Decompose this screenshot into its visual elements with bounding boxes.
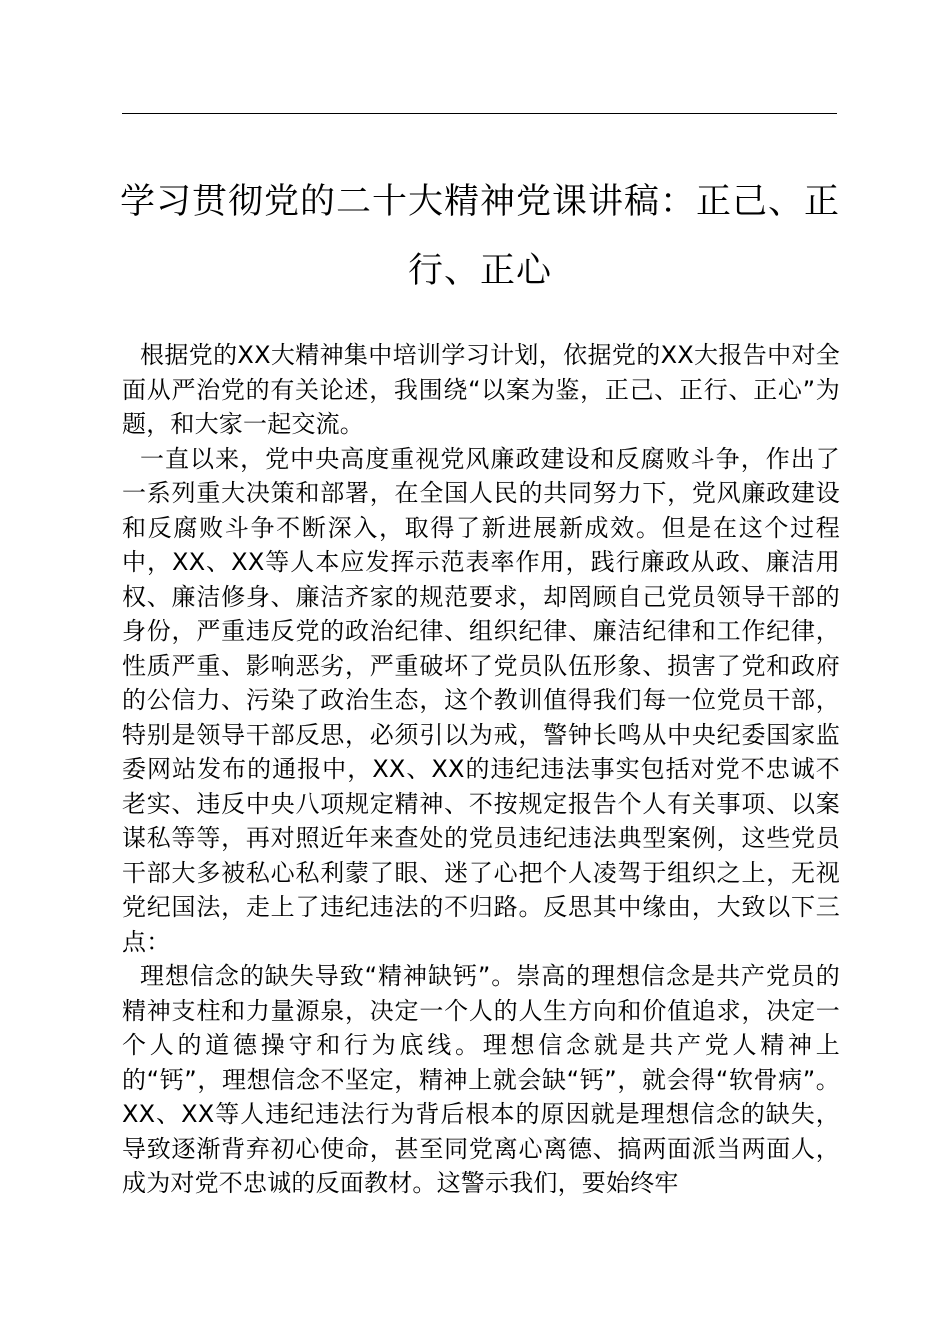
paragraph-ideals: 理想信念的缺失导致“精神缺钙”。崇高的理想信念是共产党员的精神支柱和力量源泉，决定一个人的人生方向和价值追求，决定一个人的道德操守和行为底线。理想信念就是共产党人精神上的“钙”，理想信念不坚定，精神上就会缺“钙”，就会得“软骨病”。XX、XX等人违纪违法行为背后根本的原因就是理想信念的缺失，导致逐渐背弃初心使命，甚至同党离心离德、搞两面派当两面人，成为对党不忠诚的反面教材。这警示我们，要始终牢: [122, 962, 840, 1197]
document-title: 学习贯彻党的二十大精神党课讲稿：正己、正行、正心: [119, 182, 840, 291]
header-rule: [122, 113, 837, 114]
document-body: [122, 338, 840, 1201]
paragraph-intro: 根据党的XX大精神集中培训学习计划，依据党的XX大报告中对全面从严治党的有关论述，我围绕“以案为鉴，正己、正行、正心”为题，和大家一起交流。: [122, 341, 840, 438]
paragraph-background: 一直以来，党中央高度重视党风廉政建设和反腐败斗争，作出了一系列重大决策和部署，在全国人民的共同努力下，党风廉政建设和反腐败斗争不断深入，取得了新进展新成效。但是在这个过程中，XX、XX等人本应发挥示范表率作用，践行廉政从政、廉洁用权、廉洁修身、廉洁齐家的规范要求，却罔顾自己党员领导干部的身份，严重违反党的政治纪律、组织纪律、廉洁纪律和工作纪律，性质严重、影响恶劣，严重破坏了党员队伍形象、损害了党和政府的公信力、污染了政治生态，这个教训值得我们每一位党员干部，特别是领导干部反思，必须引以为戒，警钟长鸣从中央纪委国家监委网站发布的通报中，XX、XX的违纪违法事实包括对党不忠诚不老实、违反中央八项规定精神、不按规定报告个人有关事项、以案谋私等等，再对照近年来查处的党员违纪违法典型案例，这些党员干部大多被私心私利蒙了眼、迷了心把个人凌驾于组织之上，无视党纪国法，走上了违纪违法的不归路。反思其中缘由，大致以下三点：: [122, 444, 840, 956]
